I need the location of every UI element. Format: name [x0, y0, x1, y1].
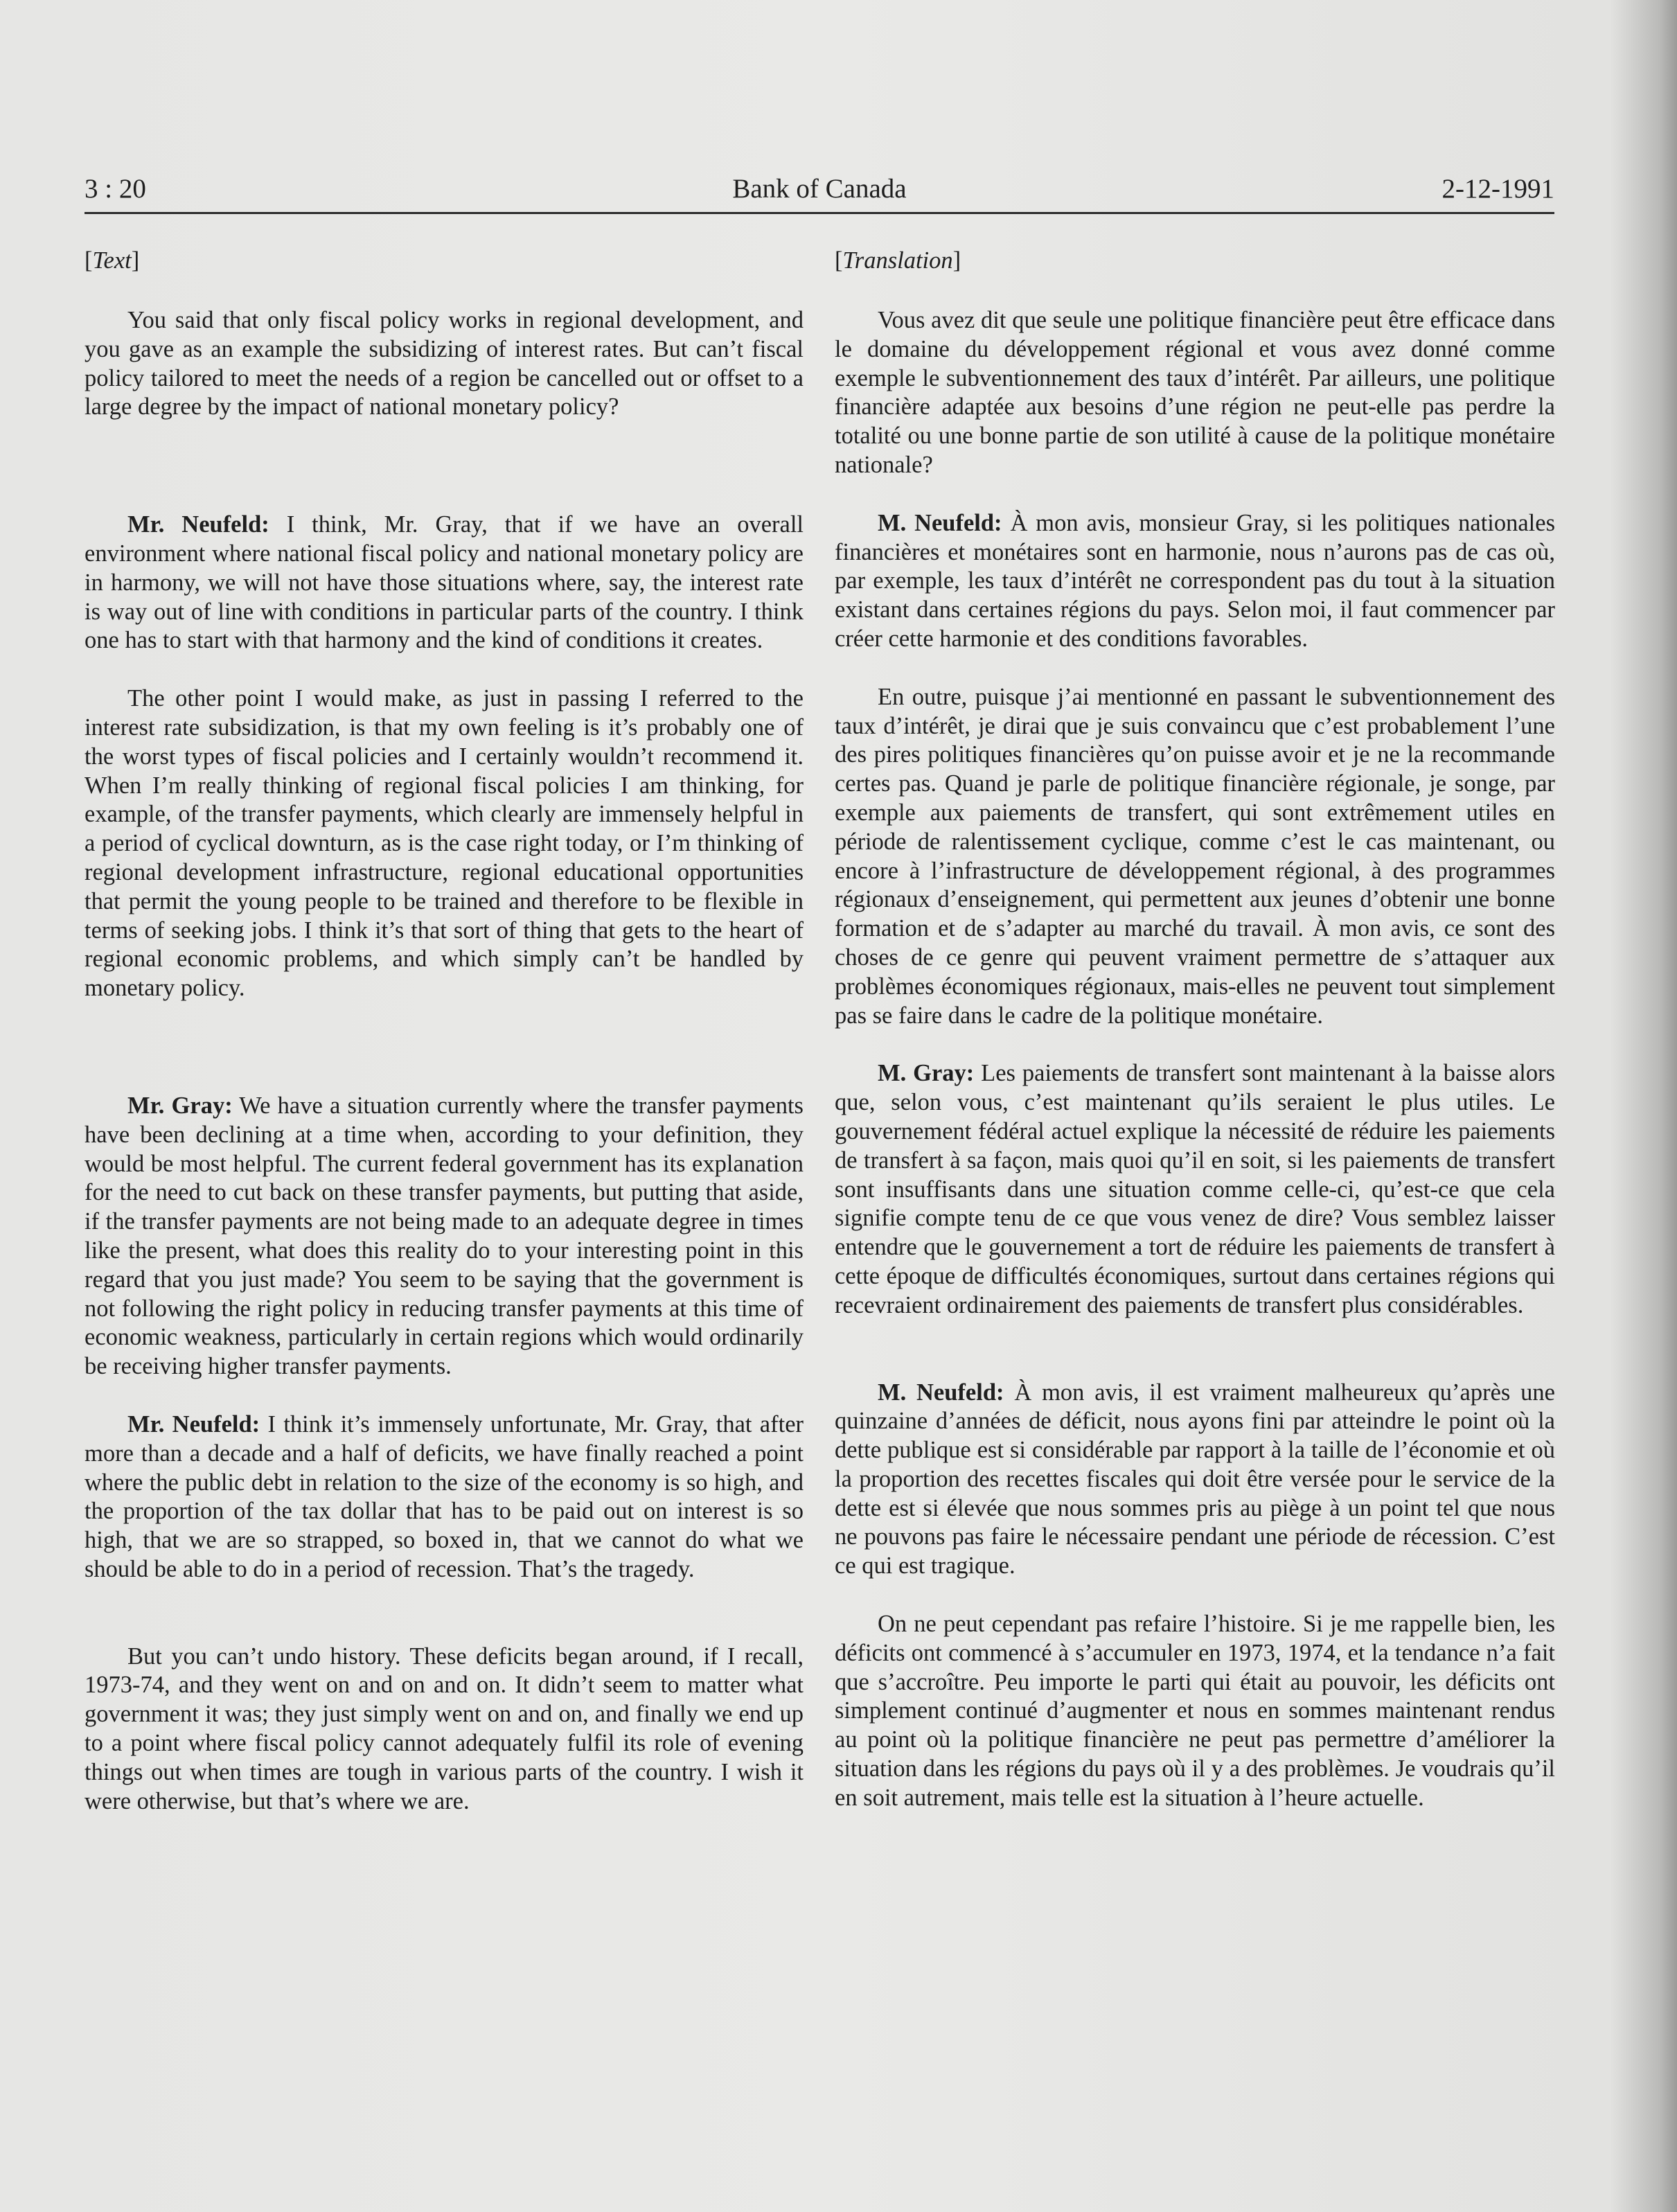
page-header: [85, 170, 1554, 214]
paragraph: You said that only fiscal policy works in regional development, and you gave as an example the subsidizing of interest rates. But can’t fiscal policy tailored to meet the needs of a region be cancelled out or offset to a large degree by the impact of national monetary policy?: [85, 307, 804, 421]
speaker-name: M. Neufeld:: [878, 509, 1002, 536]
page-title: Bank of Canada: [732, 174, 907, 204]
paragraph: Mr. Gray: We have a situation currently where the transfer payments have been declining at a time when, according to your definition, they would be most helpful. The current federal government has its explanation for the need to cut back on these transfer payments, but putting that aside, if the transfer payments are not being made to an adequate degree in times like the present, what does this reality do to your interesting point in this regard that you just made? You seem to be saying that the government is not following the right policy in reducing transfer payments at this time of economic weakness, particularly in certain regions which would ordinarily be receiving higher transfer payments.: [85, 1092, 804, 1380]
english-column: [85, 247, 804, 1816]
text-tag: [Text]: [85, 247, 140, 274]
paragraph: En outre, puisque j’ai mentionné en passant le subventionnement des taux d’intérêt, je dirai que je suis convaincu que c’est probablement l’une des pires politiques financières qu’on puisse avoir et je ne la recommande certes pas. Quand je parle de politique financière régionale, je songe, par exemple aux paiements de transfert, qui sont extrêmement utiles en période de ralentissement cyclique, comme c’est le cas maintenant, ou encore à l’infrastructure de développement régional, à des programmes régionaux d’enseignement, qui permettent aux jeunes d’obtenir une bonne formation et de s’adapter au marché du travail. À mon avis, ce sont des choses de ce genre qui peuvent vraiment permettre de s’attaquer aux problèmes économiques régionaux, mais-elles ne peuvent tout simplement pas se faire dans le cadre de la politique monétaire.: [835, 683, 1555, 1029]
paragraph: Mr. Neufeld: I think, Mr. Gray, that if we have an overall environment where national fiscal policy and national monetary policy are in harmony, we will not have those situations where, say, the interest rate is way out of line with conditions in particular parts of the country. I think one has to start with that harmony and the kind of conditions it creates.: [85, 511, 804, 654]
speaker-name: Mr. Neufeld:: [127, 1410, 260, 1437]
paragraph: Mr. Neufeld: I think it’s immensely unfortunate, Mr. Gray, that after more than a decade and a half of deficits, we have finally reached a point where the public debt in relation to the size of the economy is so high, and the proportion of the tax dollar that has to be paid out on interest is so high, that we are so strapped, so boxed in, that we cannot do what we should be able to do in a period of recession. That’s the tragedy.: [85, 1410, 804, 1582]
speaker-name: M. Neufeld:: [878, 1379, 1004, 1406]
speaker-name: M. Gray:: [878, 1060, 975, 1087]
french-column: [835, 247, 1555, 1813]
paragraph: But you can’t undo history. These deficits began around, if I recall, 1973-74, and they went on and on and on. It didn’t seem to matter what government it was; they just simply went on and on, and finally we end up to a point where fiscal policy cannot adequately fulfil its role of evening things out when times are tough in various parts of the country. I wish it were otherwise, but that’s where we are.: [85, 1643, 804, 1814]
paragraph: On ne peut cependant pas refaire l’histoire. Si je me rappelle bien, les déficits ont commencé à s’accumuler en 1973, 1974, et la tendance n’a fait que s’accroître. Peu importe le parti qui était au pouvoir, les déficits ont simplement continué d’augmenter et nous en sommes maintenant rendus au point où la politique financière ne peut pas permettre d’améliorer la situation dans les régions du pays où il y a des problèmes. Je voudrais qu’il en soit autrement, mais telle est la situation à l’heure actuelle.: [835, 1611, 1555, 1811]
translation-tag: [Translation]: [835, 247, 961, 274]
paragraph: M. Neufeld: À mon avis, il est vraiment malheureux qu’après une quinzaine d’années de déficit, nous ayons fini par atteindre le point où la dette publique est si considérable par rapport à la taille de l’économie et où la proportion des recettes fiscales qui doit être versée pour le service de la dette est si élevée que nous sommes pris au piège à un point tel que nous ne pouvons pas faire le nécessaire pendant une période de récession. C’est ce qui est tragique.: [835, 1379, 1555, 1580]
paragraph: M. Neufeld: À mon avis, monsieur Gray, si les politiques nationales financières et monétaires sont en harmonie, nous n’aurons pas de cas où, par exemple, les taux d’intérêt ne correspondent pas du tout à la situation existant dans certaines régions du pays. Selon moi, il faut commencer par créer cette harmonie et des conditions favorables.: [835, 509, 1556, 652]
paragraph: M. Gray: Les paiements de transfert sont maintenant à la baisse alors que, selon vous, c’est maintenant qu’ils seraient le plus utiles. Le gouvernement fédéral actuel explique la nécessité de réduire les paiements de transfert à sa façon, mais quoi qu’il en soit, si les paiements de transfert sont insuffisants dans une situation comme celle-ci, qu’est-ce que cela signifie compte tenu de ce que vous venez de dire? Vous semblez laisser entendre que le gouvernement a tort de réduire les paiements de transfert à cette époque de difficultés économiques, surtout dans certaines régions qui recevraient ordinairement des paiements de transfert plus considérables.: [835, 1060, 1556, 1318]
speaker-name: Mr. Neufeld:: [127, 511, 269, 538]
page-date: 2-12-1991: [1441, 174, 1554, 204]
page-number: 3 : 20: [85, 174, 146, 204]
paragraph: Vous avez dit que seule une politique financière peut être efficace dans le domaine du développement régional et vous avez donné comme exemple le subventionnement des taux d’intérêt. Par ailleurs, une politique financière adaptée aux besoins d’une région ne peut-elle pas perdre la totalité ou une bonne partie de son utilité à cause de la politique monétaire nationale?: [835, 307, 1555, 478]
paragraph: The other point I would make, as just in passing I referred to the interest rate subsidization, is that my own feeling is it’s probably one of the worst types of fiscal policies and I certainly wouldn’t recommend it. When I’m really thinking of regional fiscal policies I am thinking, for example, of the transfer payments, which clearly are immensely helpful in a period of cyclical downturn, as is the case right today, or I’m thinking of regional development infrastructure, regional educational opportunities that permit the young people to be trained and therefore to be flexible in terms of seeking jobs. I think it’s that sort of thing that gets to the heart of regional economic problems, and which simply can’t be handled by monetary policy.: [85, 685, 804, 1002]
speaker-name: Mr. Gray:: [127, 1092, 233, 1119]
